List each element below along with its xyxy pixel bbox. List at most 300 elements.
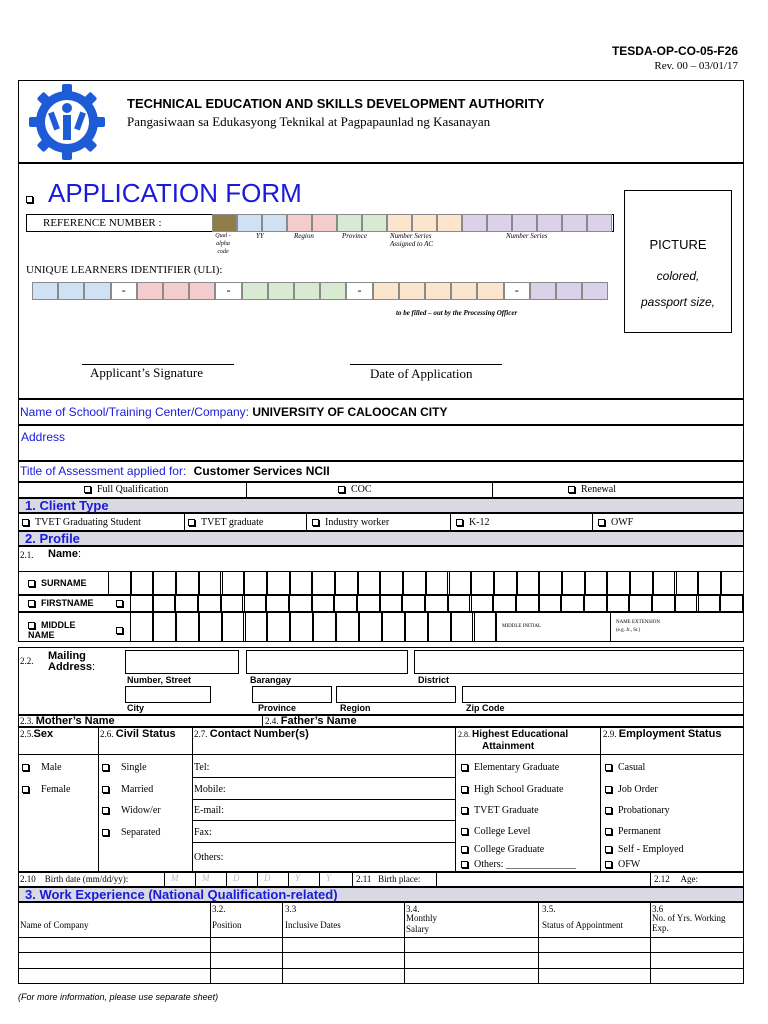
firstname-text: FIRSTNAME (41, 598, 94, 608)
revision-number: Rev. 00 – 03/01/17 (654, 60, 738, 72)
name-char-cell[interactable] (539, 571, 562, 595)
option-label: Industry worker (325, 517, 390, 528)
parents-row (18, 715, 744, 727)
name-char-cell[interactable] (267, 612, 290, 642)
edu-highschool[interactable] (461, 784, 563, 795)
client-k12[interactable] (456, 517, 490, 528)
checkbox-icon (22, 786, 29, 793)
option-label: OWF (611, 517, 634, 528)
option-label: Probationary (618, 805, 670, 816)
uli-cell[interactable] (477, 282, 503, 300)
name-char-cell[interactable] (222, 571, 245, 595)
district-input[interactable] (414, 650, 744, 674)
edu-college-level[interactable] (461, 826, 530, 837)
checkbox-icon (605, 807, 612, 814)
name-char-cell[interactable] (313, 612, 336, 642)
checkbox-icon (605, 861, 612, 868)
option-label: Separated (121, 827, 161, 838)
client-industry-worker[interactable] (312, 517, 389, 528)
checkbox-icon (102, 786, 109, 793)
applicant-signature[interactable]: Applicant’s Signature (90, 365, 204, 380)
birth-date-label (20, 874, 128, 884)
uli-cell[interactable] (451, 282, 477, 300)
work-col-years-num: 3.6 (652, 904, 664, 914)
date-line (350, 364, 502, 365)
sex-male[interactable] (22, 762, 62, 773)
work-col-status: Status of Appointment (542, 920, 623, 930)
emp-self-employed[interactable] (605, 844, 684, 855)
work-col-position: Position (212, 920, 242, 930)
reference-cell[interactable] (212, 214, 237, 232)
processing-note: to be filled – out by the Processing Officer (396, 309, 518, 317)
education-label-1: Highest Educational (472, 729, 569, 740)
name-char-cell[interactable] (245, 612, 268, 642)
name-char-cell[interactable] (222, 612, 245, 642)
name-char-cell[interactable] (334, 595, 357, 612)
firstname-label (28, 598, 94, 608)
ref-caption-qual: Qual - alpha code (215, 233, 231, 255)
contact-heading (194, 728, 309, 740)
name-char-cell[interactable] (176, 571, 199, 595)
label-number-street: Number, Street (127, 675, 192, 685)
middle-label-2: NAME (28, 630, 55, 640)
name-char-cell[interactable] (449, 571, 472, 595)
label-city: City (127, 703, 145, 713)
uli-dash[interactable]: - (111, 282, 137, 300)
client-tvet-graduating[interactable] (22, 517, 141, 528)
option-coc[interactable] (338, 484, 372, 495)
name-char-cell[interactable] (653, 571, 676, 595)
birth-date-cell[interactable]: D (226, 872, 257, 887)
school-label: Name of School/Training Center/Company: (20, 405, 249, 419)
title-checkbox-icon (26, 196, 33, 203)
name-char-cell[interactable] (267, 571, 290, 595)
uli-cell[interactable] (582, 282, 608, 300)
name-char-cell[interactable] (358, 571, 381, 595)
uli-cell[interactable] (373, 282, 399, 300)
name-char-cell[interactable] (494, 571, 517, 595)
work-col-position-num: 3.2. (212, 904, 226, 914)
name-char-cell[interactable] (630, 571, 653, 595)
checkbox-icon (188, 519, 195, 526)
option-label: TVET graduate (201, 517, 264, 528)
checkbox-icon (568, 486, 575, 493)
sex-label: Sex (33, 728, 54, 740)
name-extension-eg: (e.g. Jr., Sr.) (616, 628, 641, 633)
option-renewal[interactable] (568, 484, 616, 495)
uli-cell[interactable] (242, 282, 268, 300)
birth-date-cell[interactable]: D (257, 872, 288, 887)
checkbox-icon (28, 600, 35, 607)
name-char-cell[interactable] (176, 612, 199, 642)
reference-cell[interactable] (412, 214, 437, 232)
education-label-2: Attainment (482, 741, 535, 752)
document-code: TESDA-OP-CO-05-F26 (611, 44, 738, 58)
surname-label (28, 578, 87, 588)
option-label: Widow/er (121, 805, 161, 816)
label-zip: Zip Code (466, 703, 505, 713)
province-input[interactable] (252, 686, 332, 703)
name-char-cell[interactable] (698, 571, 721, 595)
date-of-application[interactable]: Date of Application (370, 366, 473, 381)
name-label (48, 548, 81, 560)
name-char-cell[interactable] (585, 571, 608, 595)
father-label: Father’s Name (280, 715, 357, 727)
region-input[interactable] (336, 686, 456, 703)
name-char-cell[interactable] (474, 612, 497, 642)
name-char-cell[interactable] (698, 595, 721, 612)
address-label: Address (21, 430, 66, 444)
uli-cell[interactable] (163, 282, 189, 300)
reference-cell[interactable] (312, 214, 337, 232)
name-char-cell[interactable] (130, 595, 153, 612)
checkbox-icon (28, 580, 35, 587)
surname-text: SURNAME (41, 578, 87, 588)
name-char-cell[interactable] (221, 595, 244, 612)
label-region: Region (340, 703, 371, 713)
name-char-cell[interactable] (675, 595, 698, 612)
birth-date-num: 2.10 (20, 874, 36, 884)
emp-job-order[interactable] (605, 784, 658, 795)
reference-cell[interactable] (287, 214, 312, 232)
name-char-cell[interactable] (153, 595, 176, 612)
name-char-cell[interactable] (380, 595, 403, 612)
father-name-field[interactable] (265, 715, 357, 727)
birth-date-cell[interactable]: M (164, 872, 195, 887)
street-input[interactable] (125, 650, 239, 674)
checkbox-icon (338, 486, 345, 493)
edu-elementary[interactable] (461, 762, 559, 773)
mailing-label-2-text: Address (48, 661, 93, 673)
checkbox-icon (605, 846, 612, 853)
work-col-years: No. of Yrs. Working Exp. (652, 913, 726, 933)
name-colon: : (77, 548, 82, 560)
name-char-cell[interactable] (471, 571, 494, 595)
name-char-cell[interactable] (629, 595, 652, 612)
name-char-cell[interactable] (428, 612, 451, 642)
sex-num: 2.5. (20, 729, 34, 739)
checkbox-icon (605, 828, 612, 835)
sex-female[interactable] (22, 784, 70, 795)
reference-cell[interactable] (462, 214, 487, 232)
assessment-value[interactable]: Customer Services NCII (193, 464, 330, 478)
name-char-cell[interactable] (289, 595, 312, 612)
checkbox-icon (102, 829, 109, 836)
checkbox-icon (461, 807, 468, 814)
name-char-cell[interactable] (336, 612, 359, 642)
civil-widower[interactable] (102, 805, 161, 816)
name-char-cell[interactable] (403, 571, 426, 595)
agency-header (18, 80, 744, 163)
employment-heading (603, 728, 721, 740)
name-extension-label: NAME EXTENSION (616, 620, 661, 625)
edu-tvet[interactable] (461, 805, 539, 816)
checkbox-icon (461, 828, 468, 835)
option-label: K-12 (469, 517, 490, 528)
ref-caption-yy: YY (256, 232, 264, 240)
reference-cell[interactable] (487, 214, 512, 232)
birth-date-text: Birth date (mm/dd/yy): (44, 874, 129, 884)
option-label: High School Graduate (474, 784, 564, 795)
option-label: Male (41, 762, 62, 773)
city-input[interactable] (125, 686, 211, 703)
name-char-cell[interactable] (471, 595, 494, 612)
name-char-cell[interactable] (130, 612, 153, 642)
name-char-cell[interactable] (562, 571, 585, 595)
option-label: Female (41, 784, 71, 795)
name-char-cell[interactable] (426, 571, 449, 595)
name-char-cell[interactable] (402, 595, 425, 612)
emp-probationary[interactable] (605, 805, 670, 816)
option-label: Elementary Graduate (474, 762, 560, 773)
name-char-cell[interactable] (335, 571, 358, 595)
name-char-cell[interactable] (676, 571, 699, 595)
work-col-salary: Monthly Salary (406, 913, 438, 934)
checkbox-icon (28, 622, 35, 629)
name-char-cell[interactable] (199, 571, 222, 595)
reference-cell[interactable] (512, 214, 537, 232)
name-char-cell[interactable] (721, 571, 744, 595)
mailing-label-2 (48, 661, 95, 673)
name-char-cell[interactable] (153, 571, 176, 595)
mailing-colon: : (92, 661, 96, 673)
checkbox-icon (102, 807, 109, 814)
client-tvet-graduate[interactable] (188, 517, 263, 528)
uli-dash[interactable]: - (504, 282, 530, 300)
checkbox-icon (102, 764, 109, 771)
uli-cell[interactable] (530, 282, 556, 300)
uli-cell[interactable] (32, 282, 58, 300)
checkbox-icon (22, 764, 29, 771)
middle-initial-label: MIDDLE INITIAL (502, 624, 542, 629)
work-col-company: Name of Company (20, 920, 89, 930)
contact-num: 2.7. (194, 729, 208, 739)
checkbox-icon (456, 519, 463, 526)
birth-place-label[interactable] (356, 874, 420, 884)
reference-cell[interactable] (387, 214, 412, 232)
reference-cell[interactable] (437, 214, 462, 232)
civil-single[interactable] (102, 762, 147, 773)
ref-caption-series-ac: Number Series Assigned to AC (390, 232, 434, 248)
contact-label: Contact Number(s) (209, 728, 309, 740)
name-char-cell[interactable] (244, 595, 267, 612)
name-char-cell[interactable] (584, 595, 607, 612)
civil-married[interactable] (102, 784, 153, 795)
work-col-dates: Inclusive Dates (285, 920, 341, 930)
option-label: Job Order (618, 784, 658, 795)
zip-input[interactable] (462, 686, 744, 703)
name-char-cell[interactable] (380, 571, 403, 595)
age-label[interactable] (654, 874, 698, 884)
name-char-cell[interactable] (425, 595, 448, 612)
name-char-cell[interactable] (357, 595, 380, 612)
work-table (18, 902, 744, 984)
birth-place-num: 2.11 (356, 874, 372, 884)
name-char-cell[interactable] (290, 571, 313, 595)
checkbox-icon (605, 786, 612, 793)
reference-cell[interactable] (537, 214, 562, 232)
checkbox-icon (461, 846, 468, 853)
name-char-cell[interactable] (199, 612, 222, 642)
checkbox-icon (461, 861, 468, 868)
uli-cell[interactable] (58, 282, 84, 300)
edu-college-graduate[interactable] (461, 844, 544, 855)
name-char-cell[interactable] (153, 612, 176, 642)
name-char-cell[interactable] (312, 595, 335, 612)
option-label: College Level (474, 826, 531, 837)
work-col-status-num: 3.5. (542, 904, 556, 914)
education-num: 2.8. (458, 730, 470, 739)
picture-size: passport size, (640, 295, 716, 309)
profile-header: 2. Profile (18, 531, 744, 546)
school-value[interactable]: UNIVERSITY OF CALOOCAN CITY (252, 405, 448, 419)
address-row[interactable] (18, 425, 744, 461)
mother-num: 2.3. (20, 716, 34, 726)
name-char-cell[interactable] (652, 595, 675, 612)
name-char-cell[interactable] (607, 595, 630, 612)
contact-tel[interactable]: Tel: (194, 762, 210, 773)
birth-date-cell[interactable]: Y (319, 872, 350, 887)
mailing-num: 2.2. (20, 656, 34, 666)
uli-cell[interactable] (189, 282, 215, 300)
reference-cell[interactable] (562, 214, 587, 232)
uli-cell[interactable] (294, 282, 320, 300)
birth-place-text: Birth place: (378, 874, 421, 884)
work-col-dates-num: 3.3 (285, 904, 297, 914)
uli-cell[interactable] (320, 282, 346, 300)
checkbox-icon (312, 519, 319, 526)
name-char-cell[interactable] (312, 571, 335, 595)
mother-name-field[interactable] (20, 715, 115, 727)
school-label-line (20, 405, 447, 419)
contact-fax[interactable]: Fax: (194, 827, 212, 838)
name-char-cell[interactable] (131, 571, 154, 595)
ref-caption-province: Province (342, 232, 368, 240)
option-label: Permanent (618, 826, 661, 837)
middlename-checkbox[interactable] (116, 627, 123, 634)
contact-others[interactable]: Others: (194, 852, 224, 863)
uli-cell[interactable] (399, 282, 425, 300)
reference-cell[interactable] (362, 214, 387, 232)
checkbox-icon (461, 764, 468, 771)
contact-mobile[interactable]: Mobile: (194, 784, 226, 795)
name-char-cell[interactable] (244, 571, 267, 595)
name-char-cell[interactable] (108, 571, 131, 595)
agency-name: TECHNICAL EDUCATION AND SKILLS DEVELOPMENT AUTHORITY (127, 96, 545, 111)
checkbox-icon (84, 486, 91, 493)
label-district: District (418, 675, 450, 685)
birth-date-cell[interactable]: Y (288, 872, 319, 887)
option-full-qualification[interactable] (84, 484, 168, 495)
civil-num: 2.6. (100, 729, 114, 739)
uli-cell[interactable] (556, 282, 582, 300)
emp-casual[interactable] (605, 762, 645, 773)
work-experience-header: 3. Work Experience (National Qualification-related) (18, 887, 744, 902)
reference-cell[interactable] (587, 214, 612, 232)
emp-permanent[interactable] (605, 826, 661, 837)
uli-cell[interactable] (268, 282, 294, 300)
name-char-cell[interactable] (266, 595, 289, 612)
firstname-checkbox[interactable] (116, 600, 123, 607)
uli-dash[interactable]: - (215, 282, 241, 300)
reference-label: REFERENCE NUMBER : (43, 217, 162, 229)
education-heading (458, 729, 568, 740)
name-char-cell[interactable] (405, 612, 428, 642)
client-type-header: 1. Client Type (18, 498, 744, 513)
option-label: Self - Employed (618, 844, 684, 855)
father-num: 2.4. (265, 716, 279, 726)
picture-box (624, 190, 732, 333)
name-char-cell[interactable] (382, 612, 405, 642)
edu-others[interactable] (461, 859, 576, 870)
agency-subtitle: Pangasiwaan sa Edukasyong Teknikal at Pagpapaunlad ng Kasanayan (127, 114, 491, 129)
label-barangay: Barangay (250, 675, 292, 685)
civil-label: Civil Status (115, 728, 176, 740)
civil-heading (100, 728, 176, 740)
name-char-cell[interactable] (516, 595, 539, 612)
uli-cell[interactable] (137, 282, 163, 300)
name-char-cell[interactable] (720, 595, 743, 612)
birth-date-cell[interactable]: M (195, 872, 226, 887)
form-title: APPLICATION FORM (48, 178, 302, 208)
uli-label: UNIQUE LEARNERS IDENTIFIER (ULI): (26, 264, 223, 276)
option-label: Full Qualification (97, 484, 169, 495)
name-char-cell[interactable] (539, 595, 562, 612)
reference-cell[interactable] (237, 214, 262, 232)
emp-ofw[interactable] (605, 859, 640, 870)
name-char-cell[interactable] (448, 595, 471, 612)
checkbox-icon (605, 764, 612, 771)
barangay-input[interactable] (246, 650, 408, 674)
uli-cell[interactable] (425, 282, 451, 300)
assessment-label: Title of Assessment applied for: (20, 464, 187, 478)
ref-caption-series: Number Series (506, 232, 548, 240)
reference-cell[interactable] (337, 214, 362, 232)
name-char-cell[interactable] (198, 595, 221, 612)
name-char-cell[interactable] (493, 595, 516, 612)
option-label: TVET Graduating Student (35, 517, 141, 528)
option-label: Casual (618, 762, 646, 773)
name-label-text: Name (48, 548, 78, 560)
name-char-cell[interactable] (517, 571, 540, 595)
checkbox-icon (22, 519, 29, 526)
name-char-cell[interactable] (607, 571, 630, 595)
name-char-cell[interactable] (290, 612, 313, 642)
reference-cell[interactable] (262, 214, 287, 232)
picture-title: PICTURE (649, 237, 707, 252)
age-num: 2.12 (654, 874, 670, 884)
checkbox-icon (598, 519, 605, 526)
uli-dash[interactable]: - (346, 282, 372, 300)
name-char-cell[interactable] (175, 595, 198, 612)
uli-cell[interactable] (84, 282, 110, 300)
employment-label: Employment Status (618, 728, 722, 740)
option-label: TVET Graduate (474, 805, 539, 816)
name-char-cell[interactable] (451, 612, 474, 642)
assessment-line (20, 464, 330, 478)
name-char-cell[interactable] (359, 612, 382, 642)
client-owf[interactable] (598, 517, 633, 528)
mailing-label-1: Mailing (48, 650, 86, 662)
name-char-cell[interactable] (561, 595, 584, 612)
mother-label: Mother’s Name (35, 715, 115, 727)
civil-separated[interactable] (102, 827, 160, 838)
option-label: Single (121, 762, 147, 773)
middle-text: MIDDLE (41, 620, 76, 630)
name-num: 2.1. (20, 550, 34, 560)
option-label: OFW (618, 859, 641, 870)
contact-email[interactable]: E-mail: (194, 805, 224, 816)
